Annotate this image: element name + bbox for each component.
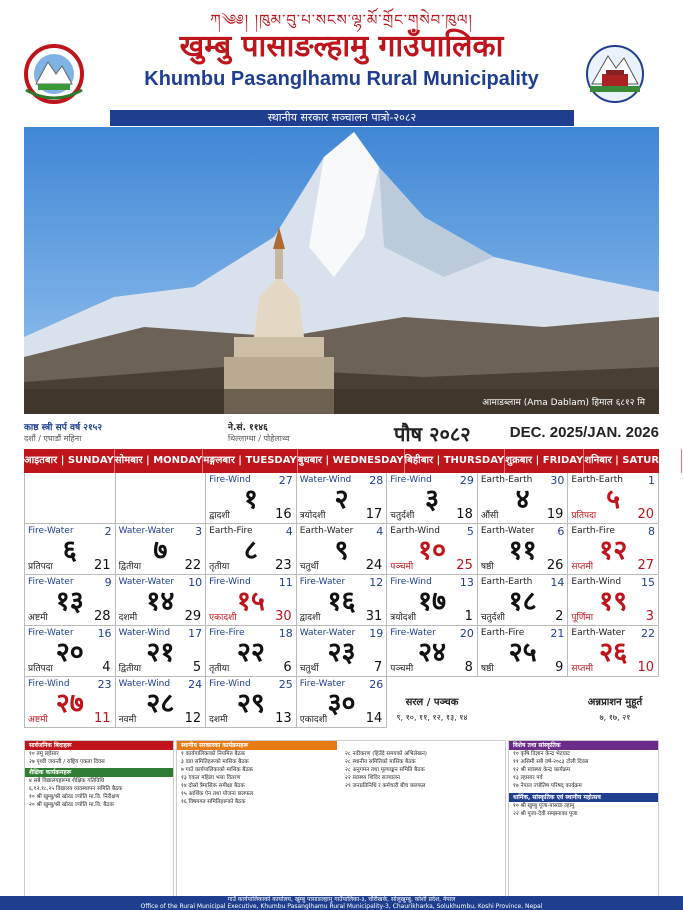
day-cell[interactable] xyxy=(387,473,478,524)
tithi-label: पञ्चमी xyxy=(390,562,414,572)
calendar-meta xyxy=(24,418,659,448)
ad-date-top: 20 xyxy=(459,627,474,640)
ad-date-top: 10 xyxy=(188,576,203,589)
footer-english: Office of the Rural Municipal Executive, Khumbu Pasanglhamu Rural Municipality-3, Chaurikharka, Solukhumbu, Koshi Province, Nepal xyxy=(140,903,543,910)
tithi-label: अष्टमी xyxy=(28,715,48,725)
day-cell[interactable] xyxy=(25,575,116,626)
day-cell[interactable] xyxy=(297,677,388,728)
ad-date-bottom: 30 xyxy=(275,609,292,624)
ad-date-bottom: 4 xyxy=(102,660,111,675)
day-cell[interactable] xyxy=(116,626,207,677)
element-label: Earth-Fire xyxy=(571,526,615,536)
bs-date: ३० xyxy=(327,688,356,719)
element-label: Earth-Fire xyxy=(209,526,253,536)
element-label: Earth-Earth xyxy=(480,577,533,587)
bs-date: १५ xyxy=(236,586,265,617)
special-heading: विशेष तथा सांस्कृतिक xyxy=(509,741,658,750)
ad-date-top: 26 xyxy=(369,678,384,691)
title-english: Khumbu Pasanglhamu Rural Municipality xyxy=(144,68,539,90)
weekday-1: सोमबार | MONDAY xyxy=(115,449,203,473)
panel-row: ३ वडा समितिहरूको मासिक बैठक xyxy=(181,759,249,765)
day-cell[interactable] xyxy=(116,524,207,575)
ad-date-bottom: 17 xyxy=(365,507,383,522)
bs-date: ७ xyxy=(153,535,168,566)
panel-local-govt xyxy=(176,740,506,897)
bs-date: १९ xyxy=(599,586,628,617)
element-label: Fire-Water xyxy=(390,628,436,638)
era-subtitle: दशौं / एघाडौं महिना xyxy=(24,434,82,443)
ad-date-top: 14 xyxy=(550,576,565,589)
panel-row: १० श्री खुम्बु/श्री खोरड ज्योति मा.वि. निरीक्षण xyxy=(29,794,120,800)
day-cell[interactable] xyxy=(206,473,297,524)
ad-date-bottom: 25 xyxy=(456,558,473,573)
panel-row: १३ ल्हासार पर्व xyxy=(513,775,543,781)
bs-date: २३ xyxy=(327,637,356,668)
element-label: Earth-Wind xyxy=(390,526,440,536)
ad-date-bottom: 26 xyxy=(546,558,564,573)
element-label: Fire-Wind xyxy=(209,475,251,485)
tithi-label: तृतीया xyxy=(209,664,230,674)
ad-date-bottom: 14 xyxy=(365,711,383,726)
ad-date-bottom: 24 xyxy=(365,558,383,573)
ad-date-top: 24 xyxy=(188,678,203,691)
day-cell[interactable] xyxy=(387,626,478,677)
day-cell[interactable] xyxy=(297,626,388,677)
day-cell[interactable] xyxy=(25,677,116,728)
day-cell[interactable] xyxy=(116,575,207,626)
day-cell[interactable] xyxy=(387,524,478,575)
panel-row: १० श्री खुम्बु पूजा-पासाङ ल्हामु xyxy=(513,803,575,809)
ad-date-bottom: 7 xyxy=(374,660,383,675)
panel-row: २९ जनप्रतिनिधि र कर्मचारी बीच छलफल xyxy=(345,783,426,789)
ad-date-bottom: 29 xyxy=(184,609,202,624)
day-cell xyxy=(25,473,116,524)
footer-nepali: गाउँ कार्यपालिकाको कार्यालय, खुम्बु पासाङल्हामु गाउँपालिका-३, चौरीखर्क, सोलुखुम्बु, कोशी प्रदेश, नेपाल xyxy=(227,896,456,903)
element-label: Earth-Water xyxy=(299,526,354,536)
element-label: Water-Wind xyxy=(118,679,171,689)
bs-date: २४ xyxy=(418,637,447,668)
title-nepali: खुम्बु पासाङल्हामु गाउँपालिका xyxy=(179,29,504,64)
bs-date: २ xyxy=(334,484,349,515)
day-cell[interactable] xyxy=(297,524,388,575)
element-label: Earth-Water xyxy=(571,628,626,638)
bs-date: ३ xyxy=(425,484,440,515)
element-label: Fire-Wind xyxy=(209,577,251,587)
ad-date-top: 16 xyxy=(97,627,112,640)
ad-date-top: 19 xyxy=(369,627,384,640)
panel-row: १६ विषयगत समितिहरूको बैठक xyxy=(181,799,246,805)
ad-date-bottom: 28 xyxy=(94,609,111,624)
panel-row: २० श्री खुम्बु/श्री खोरड ज्योति मा.वि. बैठक xyxy=(29,802,114,808)
tithi-label: सप्तमी xyxy=(571,562,594,572)
ad-date-bottom: 16 xyxy=(275,507,292,522)
bs-date: २८ xyxy=(146,688,175,719)
ad-date-top: 21 xyxy=(550,627,565,640)
ad-date-bottom: 1 xyxy=(464,609,473,624)
ad-date-top: 25 xyxy=(278,678,293,691)
sarala-box xyxy=(386,694,478,723)
ad-date-bottom: 18 xyxy=(456,507,473,522)
element-label: Water-Wind xyxy=(299,475,352,485)
day-cell[interactable] xyxy=(25,524,116,575)
panel-row: १ कार्यपालिकाको नियमित बैठक xyxy=(181,751,246,757)
element-label: Fire-Water xyxy=(28,526,74,536)
ad-date-top: 1 xyxy=(647,474,655,487)
bs-date: १० xyxy=(418,535,447,566)
element-label: Fire-Water xyxy=(28,628,74,638)
tithi-label: चतुर्थी xyxy=(299,562,319,572)
tithi-label: अष्टमी xyxy=(28,613,48,623)
day-cell[interactable] xyxy=(387,575,478,626)
ad-date-bottom: 13 xyxy=(275,711,292,726)
day-cell[interactable] xyxy=(25,626,116,677)
element-label: Fire-Wind xyxy=(28,679,70,689)
weekday-2: मङ्गलबार | TUESDAY xyxy=(203,449,297,473)
tithi-label: द्वितीया xyxy=(118,562,142,572)
calendar-banner: स्थानीय सरकार सञ्चालन पात्रो-२०८२ xyxy=(110,110,574,126)
ad-date-bottom: 5 xyxy=(192,660,202,675)
ad-date-top: 5 xyxy=(466,525,474,538)
day-cell[interactable] xyxy=(206,524,297,575)
ad-date-top: 22 xyxy=(640,627,655,640)
element-label: Fire-Water xyxy=(28,577,74,587)
ad-date-bottom: 10 xyxy=(637,660,654,675)
weekday-4: बिहीबार | THURSDAY xyxy=(405,449,506,473)
ad-date-bottom: 21 xyxy=(94,558,111,573)
ad-date-top: 18 xyxy=(278,627,293,640)
day-cell[interactable] xyxy=(206,575,297,626)
element-label: Earth-Earth xyxy=(571,475,623,485)
bs-date: ५ xyxy=(606,484,621,515)
panel-special xyxy=(508,740,659,897)
ad-date-top: 29 xyxy=(459,474,474,487)
day-cell[interactable] xyxy=(478,575,569,626)
panel-row: ७ गाउँ कार्यपालिकाको मासिक बैठक xyxy=(181,767,253,773)
bs-date: १३ xyxy=(55,586,84,617)
tithi-label: द्वादशी xyxy=(299,613,321,623)
panel-row: २८ नवीकरण (हिउँदे समयको अभिलेखन) xyxy=(345,751,427,757)
ad-date-bottom: 31 xyxy=(365,609,383,624)
tithi-label: तृतीया xyxy=(209,562,230,572)
tithi-label: एकादशी xyxy=(209,613,237,623)
bs-date: ११ xyxy=(508,535,537,566)
ad-date-bottom: 6 xyxy=(283,660,292,675)
ad-date-bottom: 9 xyxy=(555,660,564,675)
panel-row: १० तमु ल्होसार xyxy=(29,751,59,757)
ad-date-top: 3 xyxy=(195,525,203,538)
tithi-label: पञ्चमी xyxy=(390,664,414,674)
day-cell[interactable] xyxy=(478,524,569,575)
tithi-label: दशमी xyxy=(209,715,228,725)
ad-date-top: 11 xyxy=(278,576,293,589)
ad-date-top: 27 xyxy=(278,474,293,487)
calendar-grid xyxy=(24,449,682,728)
tithi-label: दशमी xyxy=(118,613,138,623)
bs-date: २१ xyxy=(146,637,175,668)
bs-date: २९ xyxy=(236,688,265,719)
ad-date-top: 17 xyxy=(188,627,203,640)
tithi-label: सप्तमी xyxy=(571,664,594,674)
element-label: Water-Wind xyxy=(118,628,171,638)
day-cell[interactable] xyxy=(568,524,659,575)
weekday-3: बुधबार | WEDNESDAY xyxy=(298,449,405,473)
bs-date: १ xyxy=(243,484,258,515)
panel-row: १७ नेपाल ज्योतिष परिषद् कार्यक्रम xyxy=(513,783,582,789)
era-year: काष्ठ स्त्री सर्प वर्ष २१५२ xyxy=(24,423,102,433)
tithi-label: द्वादशी xyxy=(209,511,230,521)
ama-dablam-photo xyxy=(24,127,659,414)
photo-caption: आमाडब्लाम (Ama Dablam) हिमाल ६८१२ मि xyxy=(482,398,645,408)
tithi-label: औंसी xyxy=(480,511,499,521)
bs-date: २५ xyxy=(508,637,537,668)
weekday-header xyxy=(24,449,682,473)
ad-date-top: 12 xyxy=(369,576,384,589)
day-cell[interactable] xyxy=(568,575,659,626)
day-cell[interactable] xyxy=(206,677,297,728)
element-label: Earth-Fire xyxy=(480,628,525,638)
element-label: Fire-Wind xyxy=(390,475,432,485)
bs-date: १२ xyxy=(599,535,628,566)
ad-date-top: 8 xyxy=(647,525,655,538)
bs-date: २२ xyxy=(236,637,265,668)
ad-date-top: 28 xyxy=(369,474,384,487)
tithi-label: प्रतिपदा xyxy=(28,562,53,572)
local-govt-heading: स्थानीय सरकारका कार्यक्रमहरू xyxy=(177,741,337,750)
panel-row: १५ आर्थिक ऐन तथा योजना छलफल xyxy=(181,791,254,797)
tithi-label: षष्ठी xyxy=(480,664,494,674)
bs-date: २७ xyxy=(55,688,84,719)
panel-row: १२ श्री स्वास्थ्य केन्द्र कार्यक्रम xyxy=(513,767,571,773)
sarala-heading: सरल / पञ्चक xyxy=(405,697,459,708)
tithi-label: एकादशी xyxy=(299,715,328,725)
element-label: Earth-Earth xyxy=(480,475,533,485)
tibetan-title: ཀ༄༅། །ཁུམ་བུ་པ་སངས་ལྷ་མོ་གྲོང་གསེབ་ཁུལ། xyxy=(210,11,473,29)
panel-holidays xyxy=(24,740,174,897)
bs-date: ४ xyxy=(515,484,530,515)
ad-date-top: 2 xyxy=(104,525,112,538)
bs-date: १८ xyxy=(508,586,537,617)
panel-row: २८ स्थानीय समितिको मासिक बैठक xyxy=(345,759,416,765)
day-cell[interactable] xyxy=(568,473,659,524)
festival-heading: धार्मिक, सांस्कृतिक एवं स्थानीय महोत्सव xyxy=(509,793,658,802)
element-label: Water-Water xyxy=(118,526,175,536)
day-cell[interactable] xyxy=(478,626,569,677)
tithi-label: चतुर्दशी xyxy=(390,511,415,521)
bs-date: १४ xyxy=(146,586,175,617)
ad-date-top: 9 xyxy=(104,576,112,589)
tithi-label: त्रयोदशी xyxy=(390,613,417,623)
bs-date: ९ xyxy=(334,535,349,566)
day-cell xyxy=(116,473,207,524)
municipality-logo-icon xyxy=(580,44,650,104)
panel-row: ६,१२,१८,२५ विद्यालय व्यवस्थापन समिति बैठक xyxy=(29,786,123,792)
day-cell[interactable] xyxy=(206,626,297,677)
tithi-label: त्रयोदशी xyxy=(299,511,326,521)
month-english: DEC. 2025/JAN. 2026 xyxy=(509,424,659,441)
ad-date-bottom: 11 xyxy=(94,711,111,726)
element-label: Fire-Wind xyxy=(209,679,251,689)
tithi-label: द्वितीया xyxy=(118,664,142,674)
ad-date-top: 13 xyxy=(459,576,474,589)
bs-date: ६ xyxy=(62,535,77,566)
education-heading: शैक्षिक कार्यक्रमहरू xyxy=(25,768,173,777)
weekday-5: शुक्रबार | FRIDAY xyxy=(505,449,584,473)
element-label: Fire-Water xyxy=(299,679,346,689)
panel-row: १४ दोस्रो त्रैमासिक समीक्षा बैठक xyxy=(181,783,245,789)
ad-date-top: 23 xyxy=(97,678,112,691)
panel-row: २२ श्री पूजा-देवी सम्झनाका पूजा xyxy=(513,811,578,817)
header xyxy=(0,0,683,108)
month-nepali: पौष २०८२ xyxy=(394,422,471,446)
panel-row: २७ पृथ्वी जयन्ती / राष्ट्रिय एकता दिवस xyxy=(29,759,105,765)
ad-date-bottom: 20 xyxy=(637,507,654,522)
bs-date: ८ xyxy=(243,535,258,566)
holidays-heading: सार्वजनिक बिदाहरू xyxy=(25,741,173,750)
bs-date: २० xyxy=(55,637,84,668)
ad-date-top: 4 xyxy=(285,525,293,538)
ad-date-top: 15 xyxy=(640,576,655,589)
panel-row: ४ सबै विद्यालयहरूमा शैक्षिक गतिविधि xyxy=(29,778,105,784)
element-label: Water-Water xyxy=(299,628,356,638)
day-cell[interactable] xyxy=(568,626,659,677)
ad-date-top: 4 xyxy=(376,525,384,538)
day-cells xyxy=(24,473,659,728)
ad-date-bottom: 27 xyxy=(637,558,654,573)
nepal-sambat: ने.सं. ११४६ xyxy=(228,423,268,433)
ad-date-bottom: 8 xyxy=(464,660,473,675)
tithi-label: नवमी xyxy=(118,715,137,725)
annaprashan-box xyxy=(572,694,658,723)
tithi-label: पूर्णिमा xyxy=(571,613,594,623)
tithi-label: प्रतिपदा xyxy=(571,511,597,521)
weekday-0: आइतबार | SUNDAY xyxy=(24,449,115,473)
day-cell[interactable] xyxy=(297,473,388,524)
element-label: Fire-Water xyxy=(299,577,346,587)
element-label: Earth-Water xyxy=(480,526,535,536)
sarala-values: ९, १०, ११, १२, १३, १४ xyxy=(396,713,468,722)
panel-row: २२ स्वास्थ्य शिविर सञ्चालन xyxy=(345,775,400,781)
ad-date-top: 30 xyxy=(550,474,565,487)
nepal-sambat-sub: थिल्लाग्था / पोहेलाथ्व xyxy=(228,434,290,443)
weekday-6: शनिबार | SATURDAY xyxy=(584,449,682,473)
ad-date-bottom: 2 xyxy=(555,609,564,624)
ad-date-bottom: 22 xyxy=(184,558,202,573)
tithi-label: चतुर्दशी xyxy=(480,613,505,623)
element-label: Fire-Wind xyxy=(390,577,432,587)
element-label: Water-Water xyxy=(118,577,175,587)
day-cell[interactable] xyxy=(116,677,207,728)
tithi-label: षष्ठी xyxy=(480,562,494,572)
element-label: Fire-Fire xyxy=(209,628,245,638)
ad-date-top: 6 xyxy=(557,525,565,538)
ad-date-bottom: 19 xyxy=(546,507,564,522)
ad-date-bottom: 3 xyxy=(645,609,654,624)
bs-date: १६ xyxy=(327,586,356,617)
tithi-label: प्रतिपदा xyxy=(28,664,53,674)
day-cell[interactable] xyxy=(297,575,388,626)
tithi-label: चतुर्थी xyxy=(299,664,319,674)
panel-row: २८ अनुगमन तथा मूल्याङ्कन समिति बैठक xyxy=(345,767,425,773)
panel-row: १० कृषि विज्ञान केन्द्र भेटघाट xyxy=(513,751,570,757)
footer xyxy=(0,896,683,910)
element-label: Earth-Wind xyxy=(571,577,622,587)
ad-date-bottom: 12 xyxy=(184,711,202,726)
annaprashan-values: ७, १७, २१ xyxy=(599,713,631,722)
panel-row: १३ एकल महिला भत्ता वितरण xyxy=(181,775,241,781)
bs-date: २६ xyxy=(599,637,628,668)
annaprashan-heading: अन्नप्राशन मुहूर्त xyxy=(587,697,643,708)
bs-date: १७ xyxy=(418,586,447,617)
panel-row: ११ असिमी सबै वर्ष-२०८३ टोली दिवस xyxy=(513,759,589,765)
ad-date-bottom: 23 xyxy=(275,558,292,573)
day-cell[interactable] xyxy=(478,473,569,524)
